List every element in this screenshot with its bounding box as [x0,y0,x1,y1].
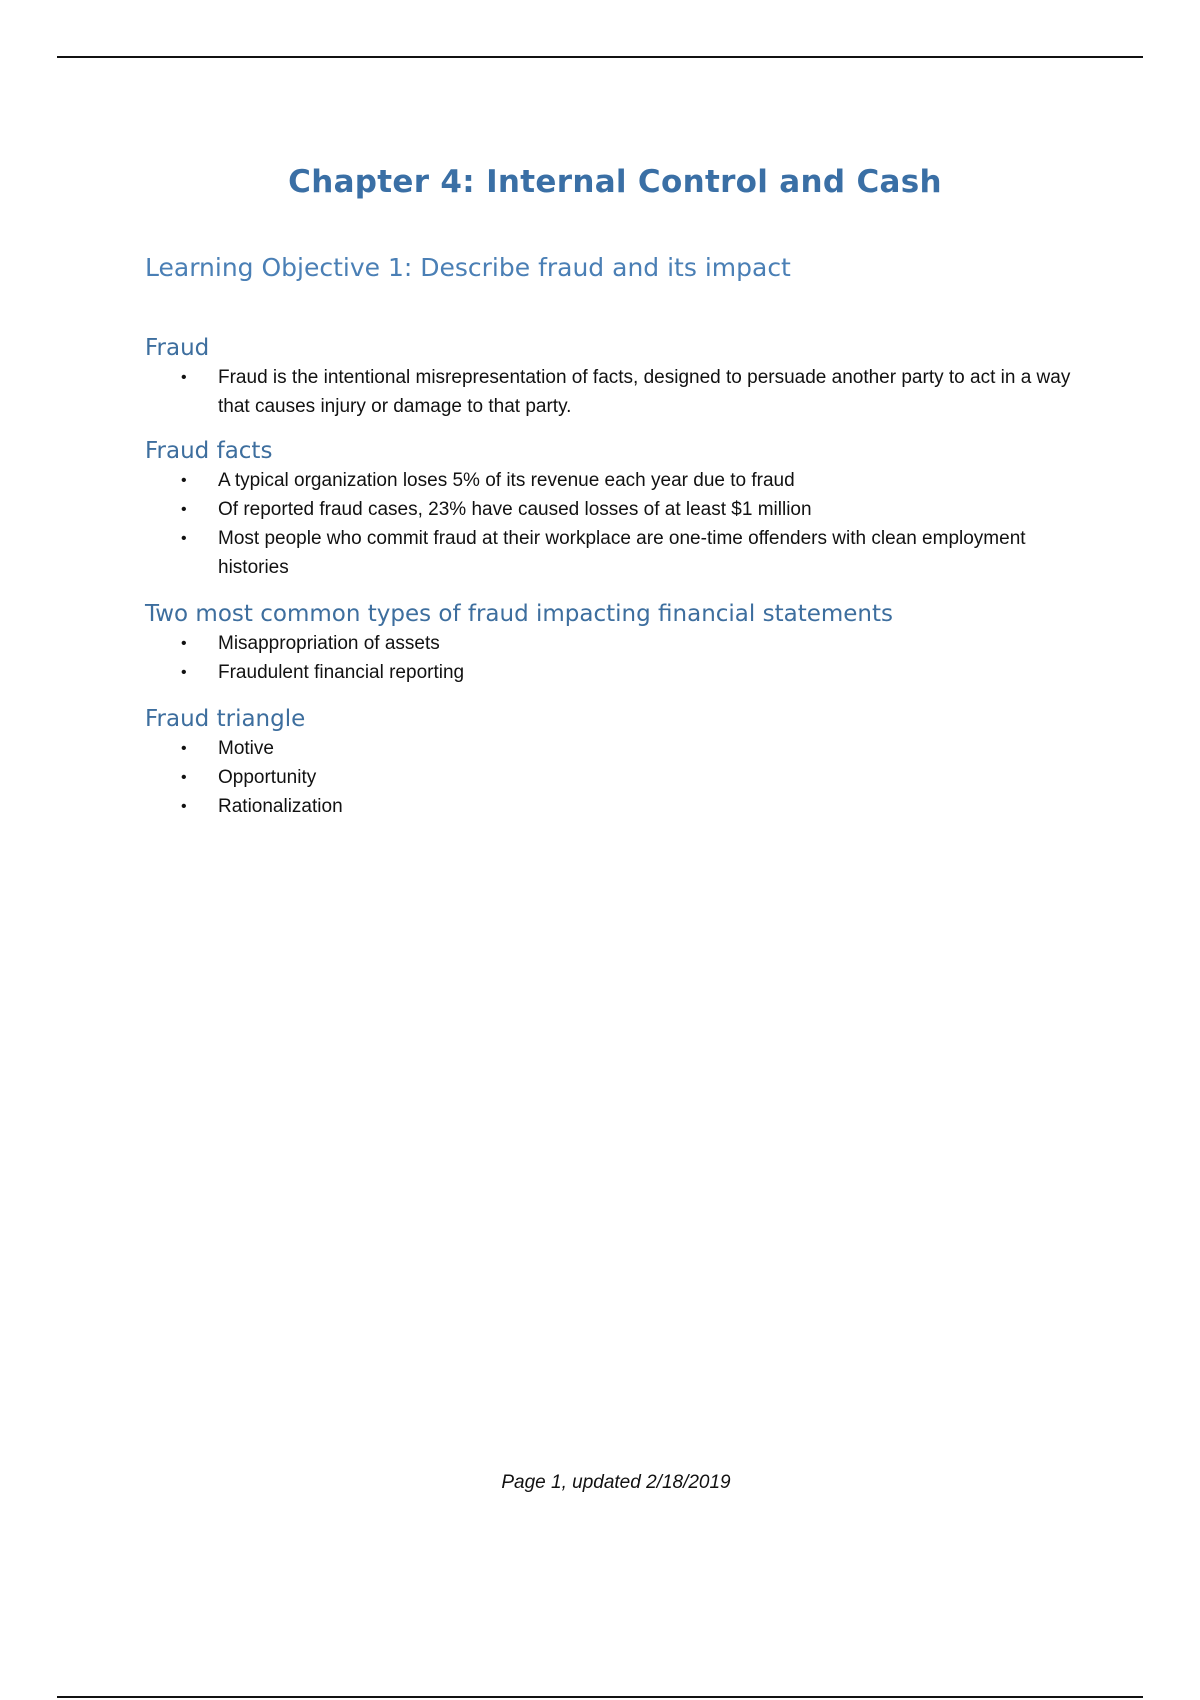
section-heading: Two most common types of fraud impacting financial statements [145,601,893,627]
list-item [145,524,1085,582]
bullet-icon: • [181,769,187,786]
bullet-icon: • [181,635,187,652]
list-item [145,466,1085,495]
list-item-text: Motive [218,738,274,759]
section-fraud-types [145,599,1085,687]
learning-objective: Learning Objective 1: Describe fraud and its impact [145,253,791,282]
bullet-list [145,734,1085,821]
bullet-icon: • [181,472,187,489]
list-item [145,658,1085,687]
list-item-text: Most people who commit fraud at their workplace are one-time offenders with clean employment histories [218,528,1026,578]
list-item [145,629,1085,658]
bullet-icon: • [181,501,187,518]
list-item-text: Misappropriation of assets [218,633,440,654]
list-item-text: Fraudulent financial reporting [218,662,465,683]
list-item [145,792,1085,821]
list-item-text: Opportunity [218,767,317,788]
page-footer: Page 1, updated 2/18/2019 [501,1472,731,1493]
list-item-text: Of reported fraud cases, 23% have caused losses of at least $1 million [218,499,812,520]
bullet-icon: • [181,798,187,815]
section-fraud-facts [145,436,1085,582]
list-item-text: Rationalization [218,796,343,817]
page-title: Chapter 4: Internal Control and Cash [288,164,942,200]
list-item-text: Fraud is the intentional misrepresentation of facts, designed to persuade another party to act in a way that causes injury or damage to that party. [218,367,1071,417]
bullet-icon: • [181,740,187,757]
list-item [145,495,1085,524]
list-item [145,763,1085,792]
section-heading: Fraud facts [145,438,273,464]
section-fraud-triangle [145,704,1085,821]
bullet-list [145,363,1085,421]
bullet-list [145,629,1085,687]
list-item [145,363,1085,421]
bullet-icon: • [181,369,187,386]
bullet-icon: • [181,530,187,547]
section-fraud [145,333,1085,421]
section-heading: Fraud [145,335,210,361]
header-rule [57,56,1143,58]
bullet-icon: • [181,664,187,681]
bullet-list [145,466,1085,582]
footer-rule [57,1696,1143,1698]
list-item-text: A typical organization loses 5% of its revenue each year due to fraud [218,470,795,491]
section-heading: Fraud triangle [145,706,306,732]
list-item [145,734,1085,763]
